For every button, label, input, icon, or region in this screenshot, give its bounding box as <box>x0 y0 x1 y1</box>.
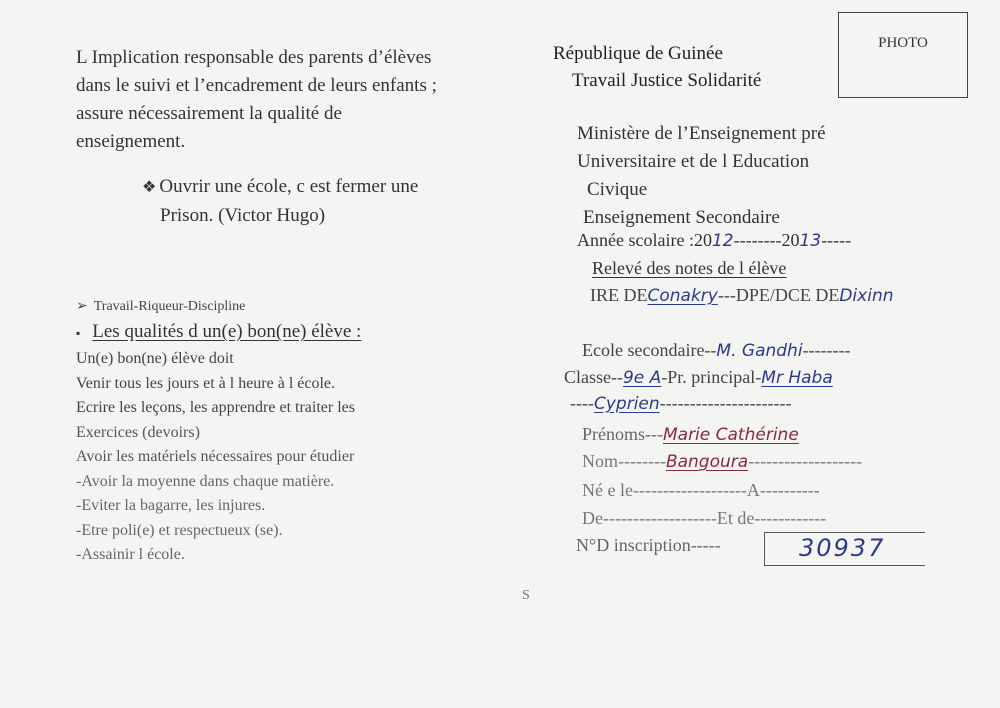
firstname-label: Prénoms--- <box>582 424 663 444</box>
qualities-title: Les qualités d un(e) bon(ne) élève : <box>92 321 362 342</box>
ministry-line: Universitaire et de l Education <box>577 151 810 172</box>
list-item: Un(e) bon(ne) élève doit <box>76 350 234 367</box>
principal-cont-dash: ---- <box>570 393 594 413</box>
principal-cont-value: Cyprien <box>593 394 660 414</box>
photo-box <box>838 12 968 98</box>
ministry-line: Ministère de l’Enseignement pré <box>577 123 826 144</box>
school-motto <box>76 298 245 315</box>
year-start-value: 12 <box>711 231 734 251</box>
lastname-tail: ------------------- <box>748 451 863 471</box>
page-mark: S <box>522 588 530 603</box>
arrow-bullet-icon: ➢ <box>76 299 88 314</box>
school-year-row <box>577 230 851 251</box>
lastname-label: Nom-------- <box>582 451 666 471</box>
motto-text: Travail-Riqueur-Discipline <box>93 299 246 314</box>
list-item: -Eviter la bagarre, les injures. <box>76 497 266 514</box>
photo-label: PHOTO <box>878 35 928 51</box>
dpe-value: Dixinn <box>839 286 894 306</box>
birth-row: Né e le-------------------A---------- <box>582 480 820 500</box>
list-item: -Avoir la moyenne dans chaque matière. <box>76 472 335 490</box>
inscription-label: N°D inscription----- <box>576 535 721 555</box>
school-year-label: Année scolaire :20 <box>577 230 712 250</box>
intro-paragraph <box>76 44 437 156</box>
qualities-list <box>76 347 355 568</box>
republic-name: République de Guinée <box>553 43 723 64</box>
list-item: -Etre poli(e) et respectueux (se). <box>76 521 283 539</box>
victor-hugo-quote <box>142 173 418 230</box>
year-separator: --------20 <box>733 230 800 250</box>
year-end-value: 13 <box>799 231 822 251</box>
school-label: Ecole secondaire-- <box>582 340 717 360</box>
class-value: 9e A <box>622 368 662 388</box>
intro-line: dans le suivi et l’encadrement de leurs enfants ; <box>76 75 437 96</box>
lastname-row <box>582 451 862 472</box>
list-item: Avoir les matériels nécessaires pour étudier <box>76 448 355 465</box>
ministry-line: Enseignement Secondaire <box>583 207 780 228</box>
parents-row: De-------------------Et de------------ <box>582 508 827 528</box>
class-row <box>564 367 833 388</box>
class-label: Classe-- <box>564 367 623 387</box>
square-bullet-icon: ▪ <box>76 326 81 340</box>
firstname-value: Marie Cathérine <box>662 425 799 445</box>
list-item: -Assainir l école. <box>76 546 185 563</box>
school-tail: -------- <box>802 340 851 360</box>
principal-label: -Pr. principal- <box>661 367 762 387</box>
diamond-bullet-icon: ❖ <box>142 179 157 196</box>
list-item: Exercices (devoirs) <box>76 423 200 441</box>
republic-header <box>553 40 761 94</box>
intro-line: enseignement. <box>76 131 186 152</box>
inscription-number-box <box>764 532 925 566</box>
intro-line: L Implication responsable des parents d’élèves <box>76 47 432 68</box>
inscription-row <box>576 535 721 556</box>
ire-value: Conakry <box>647 286 718 306</box>
ministry-block <box>577 120 826 232</box>
principal-cont-row <box>570 393 792 414</box>
ire-row <box>590 285 894 306</box>
dpe-label: ---DPE/DCE DE <box>717 285 840 305</box>
principal-cont-tail: ---------------------- <box>659 393 792 413</box>
year-tail: ----- <box>821 230 852 250</box>
ministry-line: Civique <box>587 179 648 200</box>
school-value: M. Gandhi <box>716 341 803 361</box>
quote-line: Ouvrir une école, c est fermer une <box>159 176 419 197</box>
qualities-heading <box>76 321 361 343</box>
intro-line: assure nécessairement la qualité de <box>76 103 342 124</box>
national-motto: Travail Justice Solidarité <box>572 70 762 91</box>
lastname-value: Bangoura <box>665 452 749 472</box>
ire-label: IRE DE <box>590 285 648 305</box>
list-item: Ecrire les leçons, les apprendre et traiter les <box>76 399 355 416</box>
inscription-number: 30937 <box>799 534 886 562</box>
quote-line: Prison. (Victor Hugo) <box>160 205 326 226</box>
principal-value: Mr Haba <box>761 368 833 388</box>
firstname-row <box>582 424 799 445</box>
list-item: Venir tous les jours et à l heure à l école. <box>76 374 336 392</box>
school-row <box>582 340 851 361</box>
report-title: Relevé des notes de l élève <box>592 258 787 278</box>
